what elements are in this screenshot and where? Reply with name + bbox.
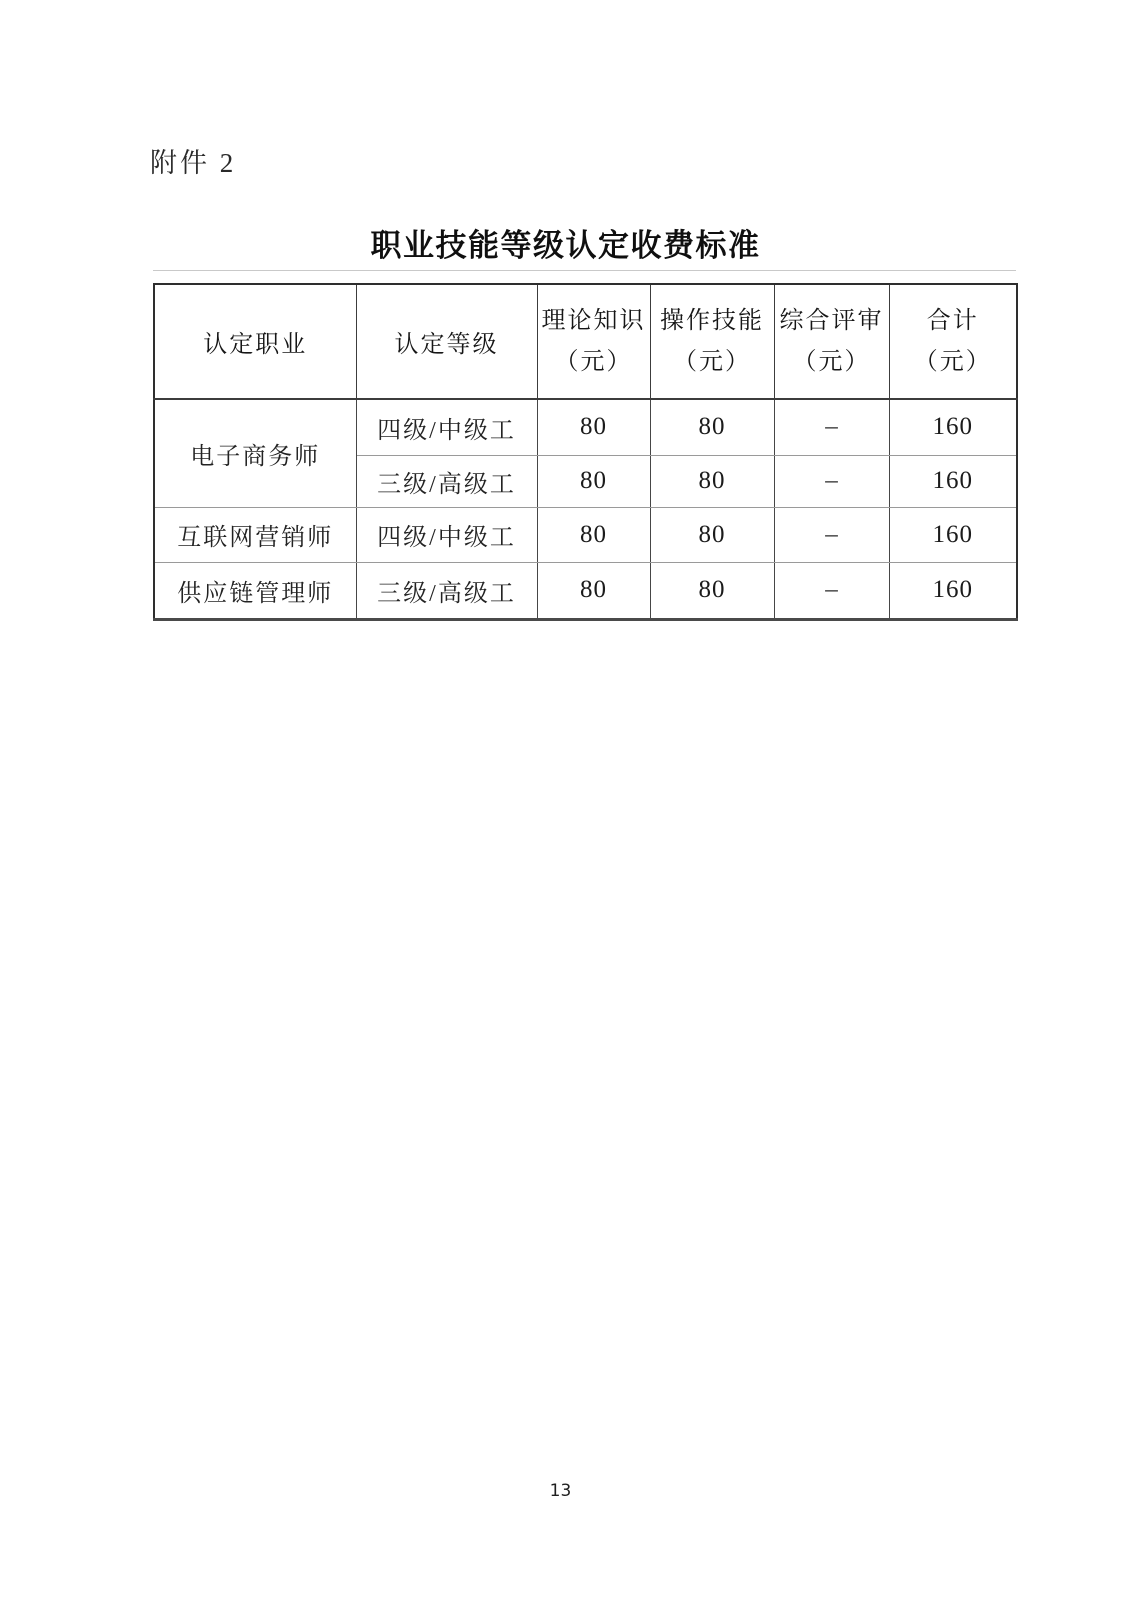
fee-table bbox=[153, 283, 1018, 621]
fee-table-wrap bbox=[153, 283, 1016, 621]
cell-practice-fee: 80 bbox=[650, 399, 774, 455]
header-practice bbox=[650, 284, 774, 399]
header-level-label: 认定等级 bbox=[394, 332, 499, 358]
cell-theory-fee: 80 bbox=[537, 562, 650, 619]
cell-theory-fee: 80 bbox=[537, 399, 650, 455]
cell-theory-fee: 80 bbox=[537, 507, 650, 562]
cell-total-fee: 160 bbox=[889, 562, 1017, 619]
cell-occupation: 供应链管理师 bbox=[154, 562, 356, 619]
cell-review-fee: – bbox=[774, 455, 889, 507]
header-theory-label: 理论知识 bbox=[541, 308, 646, 335]
table-row bbox=[154, 399, 1017, 455]
header-practice-label: 操作技能 bbox=[660, 308, 764, 335]
attachment-label: 附件 2 bbox=[150, 148, 237, 178]
header-row bbox=[154, 284, 1017, 399]
cell-occupation: 电子商务师 bbox=[154, 399, 356, 507]
cell-theory-fee: 80 bbox=[537, 455, 650, 507]
header-practice-unit: （元） bbox=[673, 348, 751, 375]
cell-practice-fee: 80 bbox=[650, 562, 774, 619]
fee-table-header bbox=[154, 284, 1017, 399]
scan-artifact-line bbox=[153, 270, 1016, 271]
cell-total-fee: 160 bbox=[889, 399, 1017, 455]
table-row bbox=[154, 562, 1017, 619]
header-level bbox=[356, 284, 537, 399]
header-occupation bbox=[154, 284, 356, 399]
header-theory bbox=[537, 284, 650, 399]
cell-review-fee: – bbox=[774, 399, 889, 455]
cell-level: 三级/高级工 bbox=[356, 455, 537, 507]
cell-level: 四级/中级工 bbox=[356, 399, 537, 455]
header-review-label: 综合评审 bbox=[779, 308, 884, 335]
page-title: 职业技能等级认定收费标准 bbox=[370, 228, 761, 263]
cell-practice-fee: 80 bbox=[650, 507, 774, 562]
header-total bbox=[889, 284, 1017, 399]
header-total-label: 合计 bbox=[926, 308, 979, 335]
header-occupation-label: 认定职业 bbox=[203, 332, 308, 358]
cell-review-fee: – bbox=[774, 507, 889, 562]
header-theory-unit: （元） bbox=[554, 348, 633, 375]
header-review-unit: （元） bbox=[792, 348, 871, 375]
cell-total-fee: 160 bbox=[889, 455, 1017, 507]
fee-table-body bbox=[154, 399, 1017, 619]
cell-total-fee: 160 bbox=[889, 507, 1017, 562]
cell-practice-fee: 80 bbox=[650, 455, 774, 507]
cell-level: 四级/中级工 bbox=[356, 507, 537, 562]
header-total-unit: （元） bbox=[913, 348, 992, 375]
header-review bbox=[774, 284, 889, 399]
cell-review-fee: – bbox=[774, 562, 889, 619]
cell-level: 三级/高级工 bbox=[356, 562, 537, 619]
cell-occupation: 互联网营销师 bbox=[154, 507, 356, 562]
page-number: 13 bbox=[549, 1481, 572, 1501]
table-row bbox=[154, 507, 1017, 562]
